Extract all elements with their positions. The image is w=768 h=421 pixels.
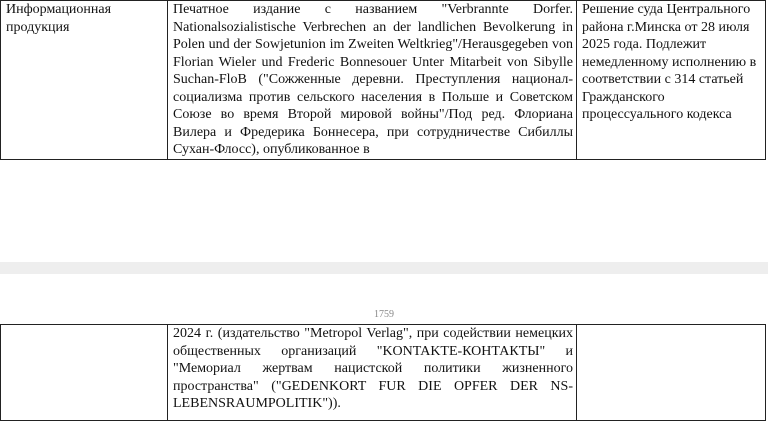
category-cell: Информационная продукция <box>1 1 168 160</box>
table-row <box>1 325 766 421</box>
decision-cell <box>577 325 766 421</box>
page-number: 1759 <box>374 309 394 320</box>
document-page-bottom <box>0 274 768 413</box>
description-cell: Печатное издание с названием "Verbrannte Dorfer. Nationalsozialistische Verbrechen an der landlichen Bevolkerung in Polen und der Sowjetunion im Zweiten Weltkrieg"/Herausgegeben von Florian Wieler und Frederic Bonnesouer Unter Mitarbeit von Sibylle Suchan-FloB ("Сожженные деревни. Преступления национал-социализма против сельского населения в Польше и Советском Союзе во время Второй мировой войны"/Под ред. Флориана Вилера и Фредерика Боннесера, при сотрудничестве Сибиллы Сухан-Флосс), опубликованное в <box>168 1 577 160</box>
page-separator <box>0 262 768 274</box>
category-cell <box>1 325 168 421</box>
table-row <box>1 1 766 160</box>
registry-table-top <box>0 0 766 160</box>
description-cell: 2024 г. (издательство "Metropol Verlag", при содействии немецких общественных организаций "KONTAKTE-КОНТАКТЫ" и "Мемориал жертвам нацистской политики жизненного пространства" ("GEDENKORT FUR DIE OPFER DER NS- LEBENSRAUMPOLITIK")). <box>168 325 577 421</box>
registry-table-bottom <box>0 324 766 421</box>
decision-cell: Решение суда Центрального района г.Минска от 28 июля 2025 года. Подлежит немедленному исполнению в соответствии с 314 статьей Гражданского процессуального кодекса <box>577 1 766 160</box>
